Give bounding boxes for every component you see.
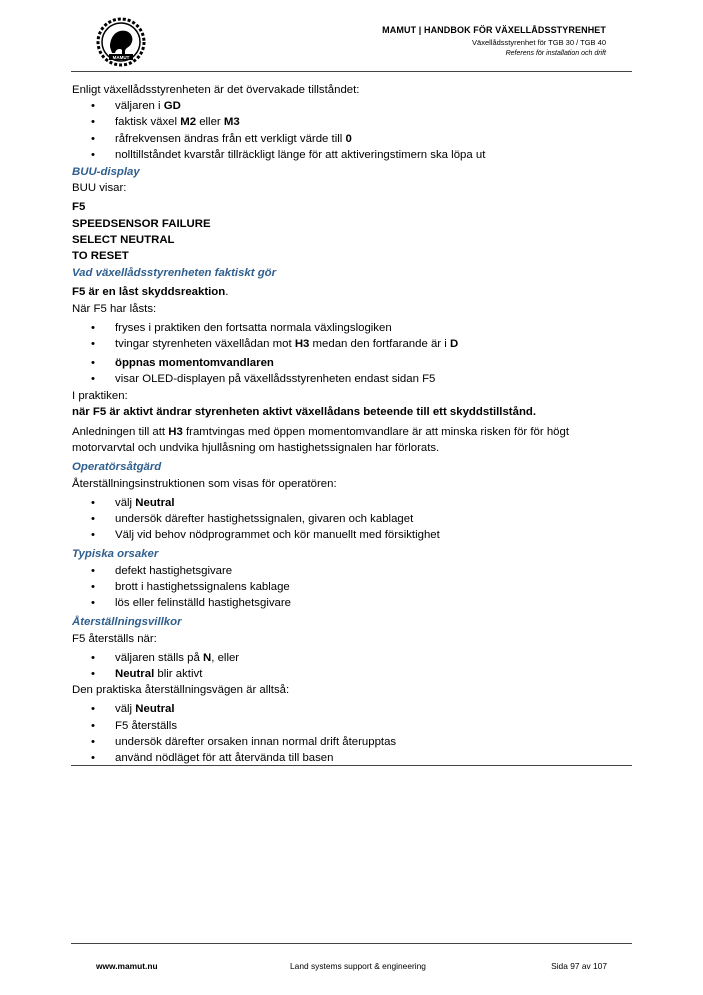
condition-list	[72, 98, 632, 163]
list-item: • faktisk växel M2 eller M3	[72, 114, 632, 130]
section-heading-causes: Typiska orsaker	[72, 548, 159, 561]
document-subtitle-2: Referens för installation och drift	[505, 50, 606, 57]
does-text: F5 är en låst skyddsreaktion.	[72, 286, 229, 299]
footer-page-number: Sida 97 av 107	[551, 961, 607, 971]
section-heading-operator: Operatörsåtgärd	[72, 461, 162, 474]
buu-line: SELECT NEUTRAL	[72, 233, 175, 246]
operator-intro: Återställningsinstruktionen som visas för operatören:	[72, 477, 337, 490]
document-subtitle: Växellådsstyrenhet för TGB 30 / TGB 40	[472, 38, 606, 47]
practice-text: när F5 är aktivt ändrar styrenheten aktivt växellådans beteende till ett skyddstillstånd.	[72, 405, 537, 418]
reset-intro: F5 återställs när:	[72, 632, 157, 645]
latched-list	[72, 320, 632, 388]
intro-text: Enligt växellådsstyrenheten är det övervakade tillståndet:	[72, 84, 360, 96]
list-item: • visar OLED-displayen på växellådsstyrenheten endast sidan F5	[72, 371, 632, 387]
document-title: MAMUT | HANDBOK FÖR VÄXELLÅDSSTYRENHET	[382, 25, 606, 35]
latched-text: När F5 har låsts:	[72, 302, 157, 315]
list-item: • välj Neutral	[72, 495, 632, 511]
list-item: • defekt hastighetsgivare	[72, 563, 632, 579]
footer-center-text: Land systems support & engineering	[290, 961, 426, 971]
list-item: • brott i hastighetssignalens kablage	[72, 579, 632, 595]
list-item: • nolltillståndet kvarstår tillräckligt länge för att aktiveringstimern ska löpa ut	[72, 147, 632, 163]
path-intro: Den praktiska återställningsvägen är alltså:	[72, 684, 290, 697]
mamut-logo-icon	[96, 17, 146, 67]
list-item: • undersök därefter hastighetssignalen, givaren och kablaget	[72, 511, 632, 527]
list-item: • Neutral blir aktivt	[72, 666, 632, 682]
list-item: • använd nödläget för att återvända till basen	[72, 750, 632, 766]
section-heading-does: Vad växellådsstyrenheten faktiskt gör	[72, 267, 277, 280]
list-item: • råfrekvensen ändras från ett verkligt värde till 0	[72, 131, 632, 147]
section-heading-buu: BUU-display	[72, 166, 140, 179]
path-list	[72, 701, 632, 766]
list-item: • välj Neutral	[72, 701, 632, 717]
list-item: • F5 återställs	[72, 718, 632, 734]
buu-line: TO RESET	[72, 250, 129, 263]
list-item: • Välj vid behov nödprogrammet och kör manuellt med försiktighet	[72, 527, 632, 543]
list-item: • tvingar styrenheten växellådan mot H3 medan den fortfarande är i D	[72, 336, 632, 352]
list-item: • väljaren i GD	[72, 98, 632, 114]
buu-shows-text: BUU visar:	[72, 182, 127, 195]
svg-text:MAMUT: MAMUT	[112, 55, 130, 60]
list-item: • undersök därefter orsaken innan normal drift återupptas	[72, 734, 632, 750]
header-divider	[71, 71, 632, 72]
operator-list	[72, 495, 632, 544]
causes-list	[72, 563, 632, 612]
list-item: • väljaren ställs på N, eller	[72, 650, 632, 666]
buu-display-message	[72, 199, 632, 264]
buu-line: F5	[72, 201, 86, 214]
footer-divider	[71, 943, 632, 944]
reset-list	[72, 650, 632, 682]
footer-url: www.mamut.nu	[96, 961, 158, 971]
list-item: • lös eller felinställd hastighetsgivare	[72, 595, 632, 611]
content	[72, 82, 632, 766]
practice-label: I praktiken:	[72, 389, 128, 402]
reason-text: Anledningen till att H3 framtvingas med öppen momentomvandlare är att minska risken för för högt motorvarvtal och undvika hjullåsning om hastighetssignalen har förlorats.	[72, 426, 570, 455]
header-text	[382, 25, 606, 59]
list-item: • öppnas momentomvandlaren	[72, 355, 632, 371]
section-heading-reset: Återställningsvillkor	[72, 616, 182, 629]
content-end-divider	[71, 765, 632, 766]
buu-line: SPEEDSENSOR FAILURE	[72, 217, 211, 230]
list-item: • fryses i praktiken den fortsatta normala växlingslogiken	[72, 320, 632, 336]
